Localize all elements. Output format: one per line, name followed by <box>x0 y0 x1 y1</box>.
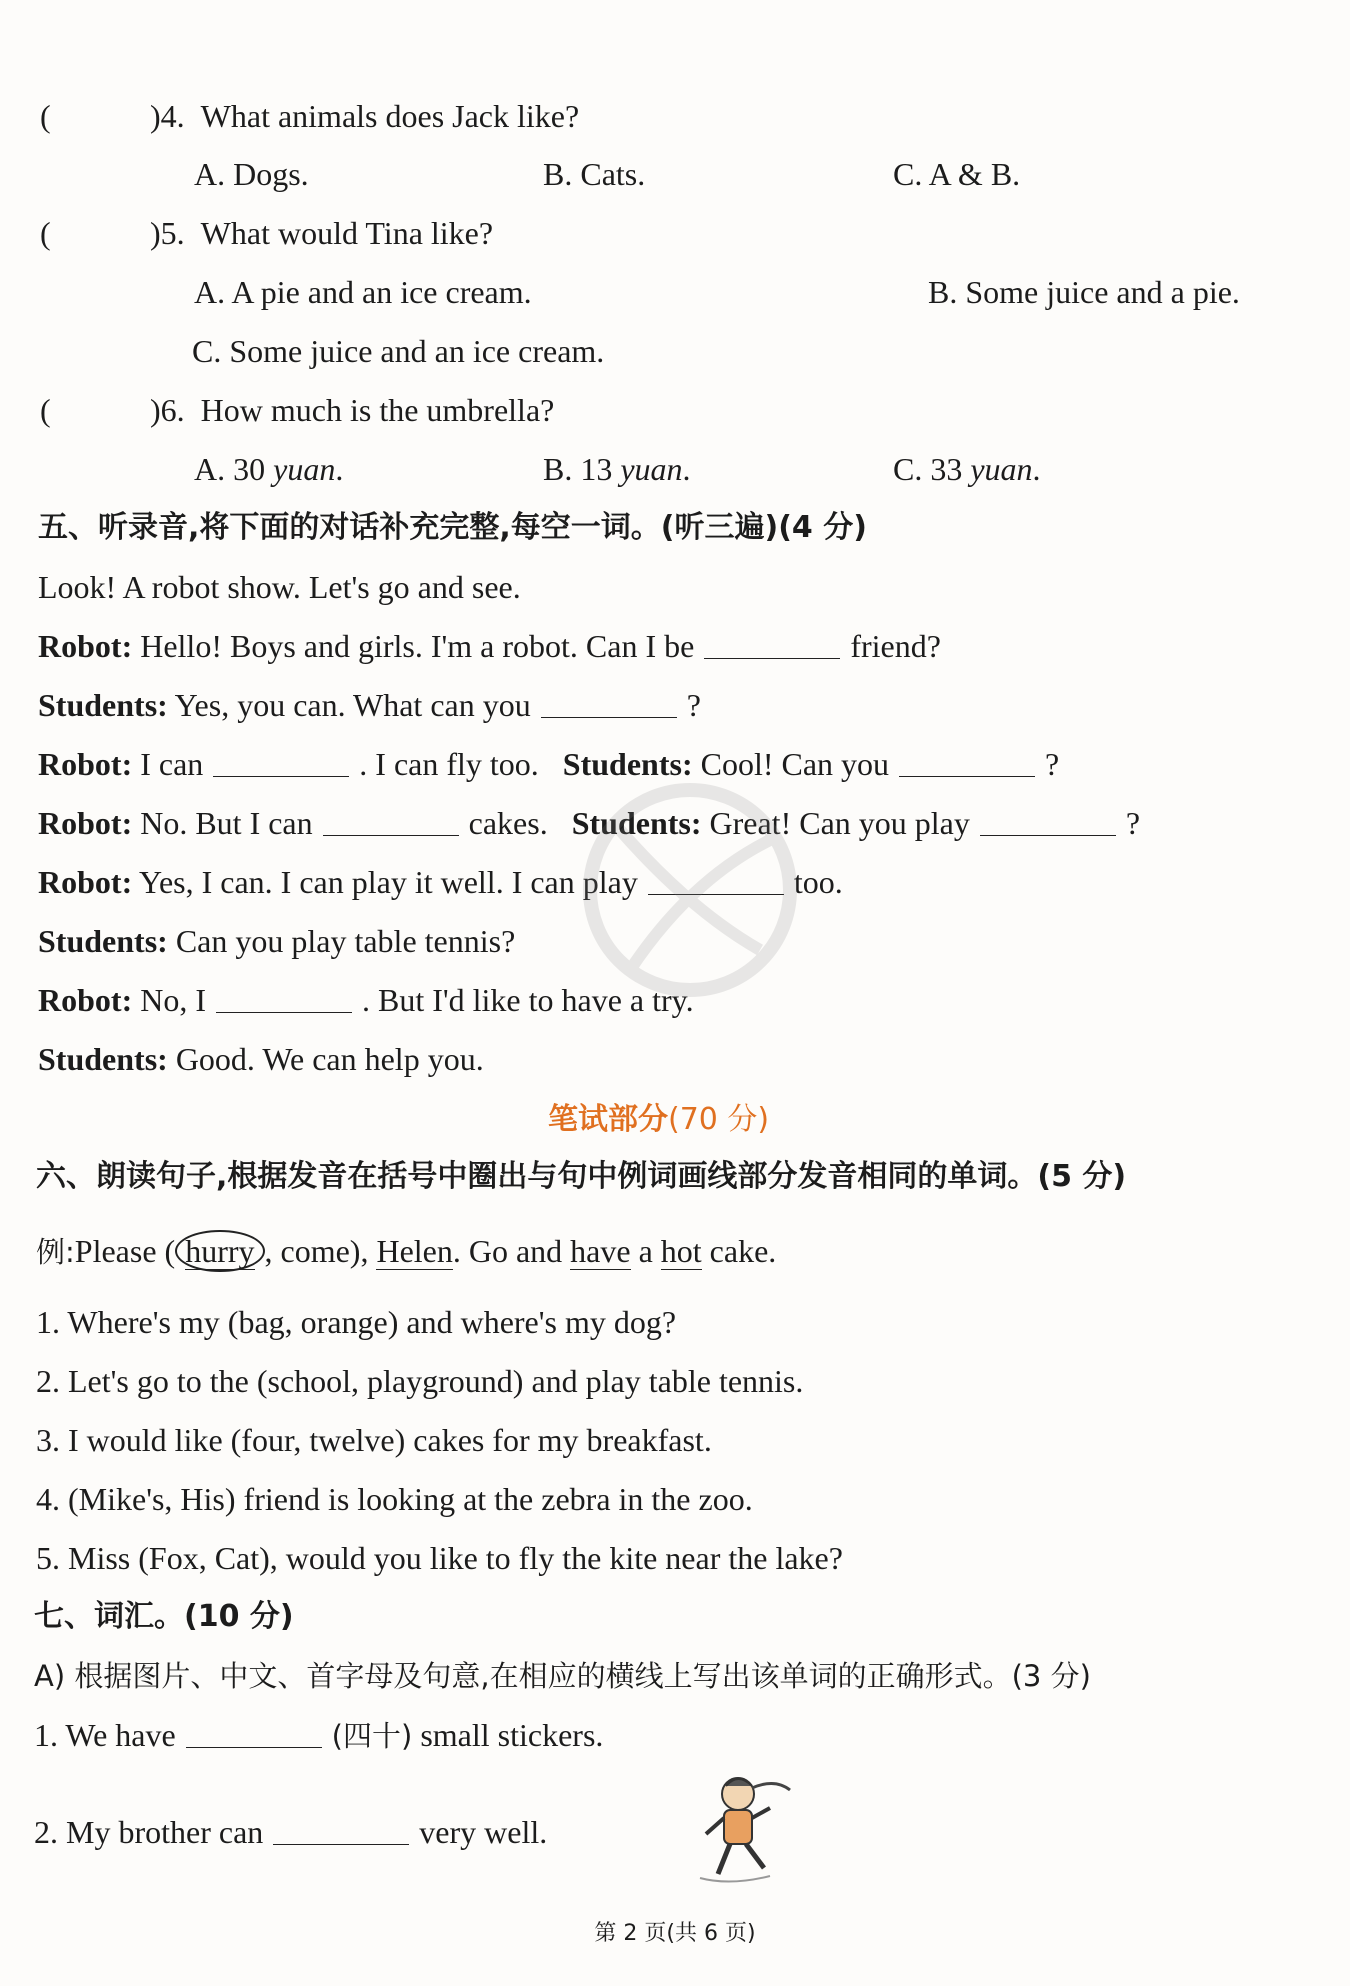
dialogue-line-4: Robot: No. But I can cakes. Students: Great! Can you play ? <box>38 805 1141 841</box>
sentence-4[interactable]: 4. (Mike's, His) friend is looking at the zebra in the zoo. <box>36 1481 753 1517</box>
q4-option-c: C. A & B. <box>893 156 1021 192</box>
section-5-heading: 五、听录音,将下面的对话补充完整,每空一词。(听三遍)(4 分) <box>38 510 867 545</box>
blank-1[interactable] <box>704 630 840 659</box>
question-4: ( )4. What animals does Jack like? <box>40 98 580 134</box>
blank-6[interactable] <box>980 807 1116 836</box>
dialogue-line-2: Students: Yes, you can. What can you ? <box>38 687 701 723</box>
section-6-heading: 六、朗读句子,根据发音在括号中圈出与句中例词画线部分发音相同的单词。(5 分) <box>36 1159 1127 1194</box>
vocab-blank-1[interactable] <box>186 1719 322 1748</box>
vocab-item-1: 1. We have (四十) small stickers. <box>34 1717 604 1753</box>
q6-option-c: C. 33 yuan. <box>893 451 1041 487</box>
q6-option-a: A. 30 yuan. <box>194 451 344 487</box>
dialogue-line-6: Students: Can you play table tennis? <box>38 923 516 959</box>
dialogue-line-8: Students: Good. We can help you. <box>38 1041 484 1077</box>
watermark-logo <box>560 770 820 1030</box>
blank-4[interactable] <box>899 748 1035 777</box>
dialogue-line-7: Robot: No, I . But I'd like to have a try. <box>38 982 694 1018</box>
vocab-blank-2[interactable] <box>273 1816 409 1845</box>
blank-3[interactable] <box>213 748 349 777</box>
vocab-item-2: 2. My brother can very well. <box>34 1814 548 1850</box>
page-footer: 第 2 页(共 6 页) <box>594 1921 756 1946</box>
q5-option-b: B. Some juice and a pie. <box>928 274 1240 310</box>
dialogue-line-3: Robot: I can . I can fly too. Students: Cool! Can you ? <box>38 746 1060 782</box>
blank-8[interactable] <box>216 984 352 1013</box>
dialogue-line-1: Robot: Hello! Boys and girls. I'm a robot. Can I be friend? <box>38 628 941 664</box>
circled-answer: hurry <box>175 1230 264 1272</box>
q4-option-b: B. Cats. <box>543 156 646 192</box>
dialogue-line-5: Robot: Yes, I can. I can play it well. I can play too. <box>38 864 843 900</box>
question-5: ( )5. What would Tina like? <box>40 215 494 251</box>
running-boy-illustration <box>690 1768 800 1898</box>
sentence-1[interactable]: 1. Where's my (bag, orange) and where's my dog? <box>36 1304 677 1340</box>
q6-option-b: B. 13 yuan. <box>543 451 691 487</box>
section-7a-instruction: A) 根据图片、中文、首字母及句意,在相应的横线上写出该单词的正确形式。(3 分) <box>34 1659 1091 1693</box>
q5-option-a: A. A pie and an ice cream. <box>194 274 532 310</box>
section-7-heading: 七、词汇。(10 分) <box>34 1599 294 1634</box>
sentence-2[interactable]: 2. Let's go to the (school, playground) and play table tennis. <box>36 1363 804 1399</box>
dialogue-intro: Look! A robot show. Let's go and see. <box>38 569 521 605</box>
blank-5[interactable] <box>323 807 459 836</box>
example-sentence: 例:Please ( hurry , come), Helen. Go and have a hot cake. <box>36 1230 776 1272</box>
q4-option-a: A. Dogs. <box>194 156 309 192</box>
written-part-title: 笔试部分(70 分) <box>548 1102 770 1137</box>
q5-option-c: C. Some juice and an ice cream. <box>192 333 605 369</box>
question-6: ( )6. How much is the umbrella? <box>40 392 555 428</box>
blank-2[interactable] <box>541 689 677 718</box>
sentence-3[interactable]: 3. I would like (four, twelve) cakes for my breakfast. <box>36 1422 712 1458</box>
sentence-5[interactable]: 5. Miss (Fox, Cat), would you like to fly the kite near the lake? <box>36 1540 843 1576</box>
